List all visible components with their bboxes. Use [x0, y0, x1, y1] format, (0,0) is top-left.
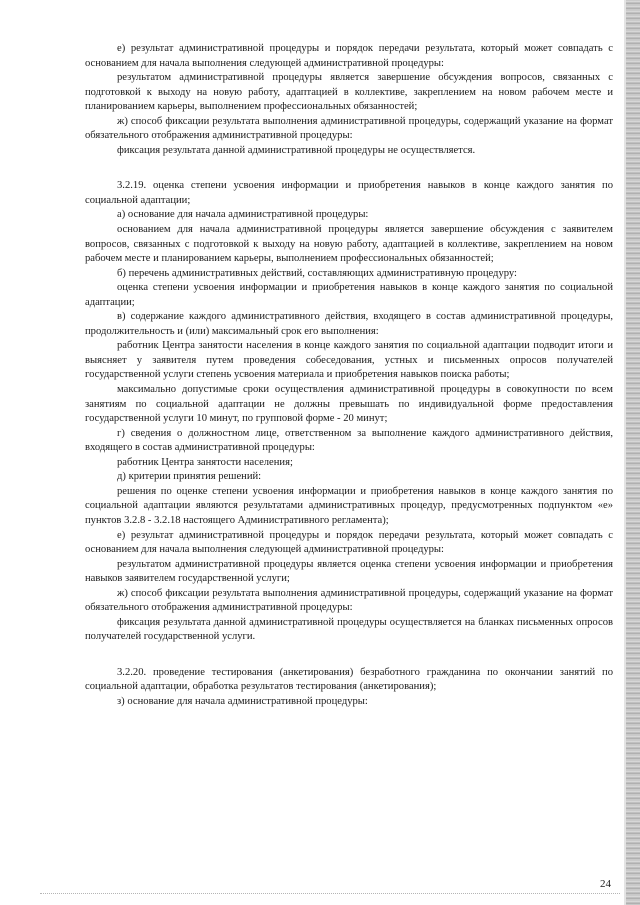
- paragraph: оценка степени усвоения информации и приобретения навыков в конце каждого занятия по социальной адаптации;: [85, 282, 613, 308]
- paragraph: е) результат административной процедуры и порядок передачи результата, который может совпадать с основанием для начала выполнения следующей административной процедуры:: [85, 43, 613, 69]
- paragraph: д) критерии принятия решений:: [117, 471, 262, 483]
- paragraph: ж) способ фиксации результата выполнения административной процедуры, содержащий указание на формат обязательного отображения административной процедуры:: [85, 115, 613, 142]
- paragraph: фиксация результата данной административной процедуры осуществляется на бланках письменных опросов получателей государственной услуги.: [85, 616, 613, 643]
- paragraph-gap: [85, 158, 613, 179]
- paragraph: з) основание для начала административной процедуры:: [117, 695, 368, 707]
- paragraph: максимально допустимые сроки осуществления административной процедуры в совокупности по всем занятиям по социальной адаптации не должны превышать по индивидуальной форме предоставления государственной услуги 10 минут, по групповой форме - 20 минут;: [85, 384, 613, 425]
- paragraph: результатом административной процедуры является завершение обсуждения вопросов, связанных с подготовкой к выходу на новую работу, адаптацией в коллективе, закреплением на новом рабочем месте и планированием карьеры, выполнением профессиональных обязанностей;: [85, 72, 613, 113]
- paragraph: г) сведения о должностном лице, ответственном за выполнение каждого административного действия, входящего в состав административной процедуры:: [85, 427, 613, 454]
- paragraph: работник Центра занятости населения в конце каждого занятия по социальной адаптации подводит итоги и выясняет у заявителя путем проведения собеседования, устных и письменных опросов получателей государственной услуги степень усвоения материала и приобретения навыков поиска работы;: [85, 340, 613, 381]
- paragraph: 3.2.19. оценка степени усвоения информации и приобретения навыков в конце каждого занятия по социальной адаптации;: [85, 180, 613, 206]
- paragraph: в) содержание каждого административного действия, входящего в состав административной процедуры, продолжительность и (или) максимальный срок его выполнения:: [85, 311, 613, 337]
- paragraph: е) результат административной процедуры и порядок передачи результата, который может совпадать с основанием для начала выполнения следующей административной процедуры:: [85, 529, 613, 556]
- paragraph: решения по оценке степени усвоения информации и приобретения навыков в конце каждого занятия по социальной адаптации являются результатами административных процедур, предусмотренных подпунктом «е» пунктов 3.2.8 - 3.2.18 настоящего Административного регламента);: [85, 485, 613, 526]
- paragraph: фиксация результата данной административной процедуры не осуществляется.: [117, 144, 476, 156]
- page-number: 24: [600, 878, 611, 890]
- paragraph: основанием для начала административной процедуры является завершение обсуждения с заявителем вопросов, связанных с подготовкой к выходу на новую работу, адаптацией в коллективе, закреплением на новом рабочем месте и планированием карьеры, выполнением профессиональных обязанностей;: [85, 224, 613, 265]
- paragraph-gap: [85, 645, 613, 666]
- paragraph: результатом административной процедуры является оценка степени усвоения информации и приобретения навыков заявителем государственной услуги;: [85, 558, 613, 585]
- paragraph: а) основание для начала административной процедуры:: [117, 209, 369, 221]
- paragraph: работник Центра занятости населения;: [117, 456, 293, 468]
- paragraph: б) перечень административных действий, составляющих административную процедуру:: [117, 267, 517, 279]
- paragraph: 3.2.20. проведение тестирования (анкетирования) безработного гражданина по окончании занятий по социальной адаптации, обработка результатов тестирования (анкетирования);: [85, 666, 613, 693]
- scan-bottom-edge: [40, 893, 620, 895]
- document-body: [85, 42, 613, 710]
- scan-edge: [626, 0, 640, 905]
- paragraph: ж) способ фиксации результата выполнения административной процедуры, содержащий указание на формат обязательного отображения административной процедуры:: [85, 587, 613, 614]
